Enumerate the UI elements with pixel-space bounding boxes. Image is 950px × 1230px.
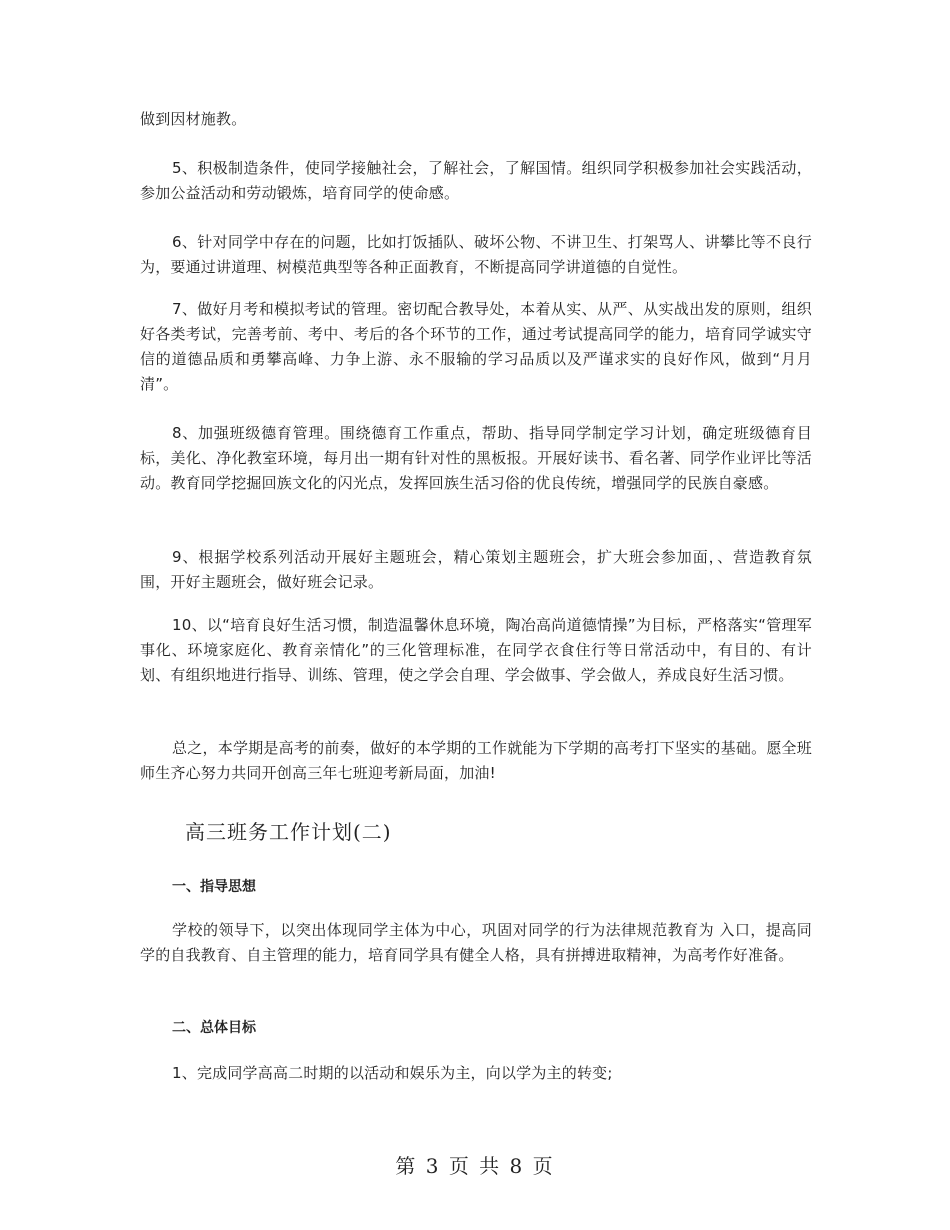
section-title: 高三班务工作计划(二) — [185, 820, 392, 844]
paragraph-item-9: 9、根据学校系列活动开展好主题班会，精心策划主题班会，扩大班会参加面，、营造教育氛围，开好主题班会，做好班会记录。 — [140, 548, 812, 591]
page-number-footer: 第 3 页 共 8 页 — [395, 1154, 555, 1178]
paragraph-item-7: 7、做好月考和模拟考试的管理。密切配合教导处，本着从实、从严、从实战出发的原则，组织好各类考试，完善考前、考中、考后的各个环节的工作，通过考试提高同学的能力，培育同学诚实守信的道德品质和勇攀高峰、力争上游、永不服输的学习品质以及严谨求实的良好作风，做到“月月清”。 — [140, 300, 812, 393]
paragraph-intro-end: 做到因材施教。 — [140, 110, 247, 128]
paragraph-summary: 总之，本学期是高考的前奏，做好的本学期的工作就能为下学期的高考打下坚实的基础。愿全班师生齐心努力共同开创高三年七班迎考新局面，加油! — [140, 739, 812, 782]
paragraph-item-10: 10、以“培育良好生活习惯，制造温馨休息环境，陶冶高尚道德情操”为目标，严格落实“管理军事化、环境家庭化、教育亲情化”的三化管理标准，在同学衣食住行等日常活动中，有目的、有计划、有组织地进行指导、训练、管理，使之学会自理、学会做事、学会做人，养成良好生活习惯。 — [140, 616, 812, 684]
paragraph-guiding-thought: 学校的领导下，以突出体现同学主体为中心，巩固对同学的行为法律规范教育为 入口，提高同学的自我教育、自主管理的能力，培育同学具有健全人格，具有拼搏进取精神，为高考作好准备。 — [140, 921, 812, 964]
paragraph-goal-1: 1、完成同学高高二时期的以活动和娱乐为主，向以学为主的转变; — [172, 1064, 613, 1082]
paragraph-item-5: 5、积极制造条件，使同学接触社会，了解社会，了解国情。组织同学积极参加社会实践活动，参加公益活动和劳动锻炼，培育同学的使命感。 — [140, 159, 812, 202]
paragraph-item-6: 6、针对同学中存在的问题，比如打饭插队、破坏公物、不讲卫生、打架骂人、讲攀比等不良行为，要通过讲道理、树模范典型等各种正面教育，不断提高同学讲道德的自觉性。 — [140, 233, 812, 276]
heading-overall-goal: 二、总体目标 — [172, 1020, 256, 1036]
heading-guiding-thought: 一、指导思想 — [172, 879, 256, 895]
paragraph-item-8: 8、加强班级德育管理。围绕德育工作重点，帮助、指导同学制定学习计划，确定班级德育目标，美化、净化教室环境，每月出一期有针对性的黑板报。开展好读书、看名著、同学作业评比等活动。教育同学挖掘回族文化的闪光点，发挥回族生活习俗的优良传统，增强同学的民族自豪感。 — [140, 424, 812, 492]
